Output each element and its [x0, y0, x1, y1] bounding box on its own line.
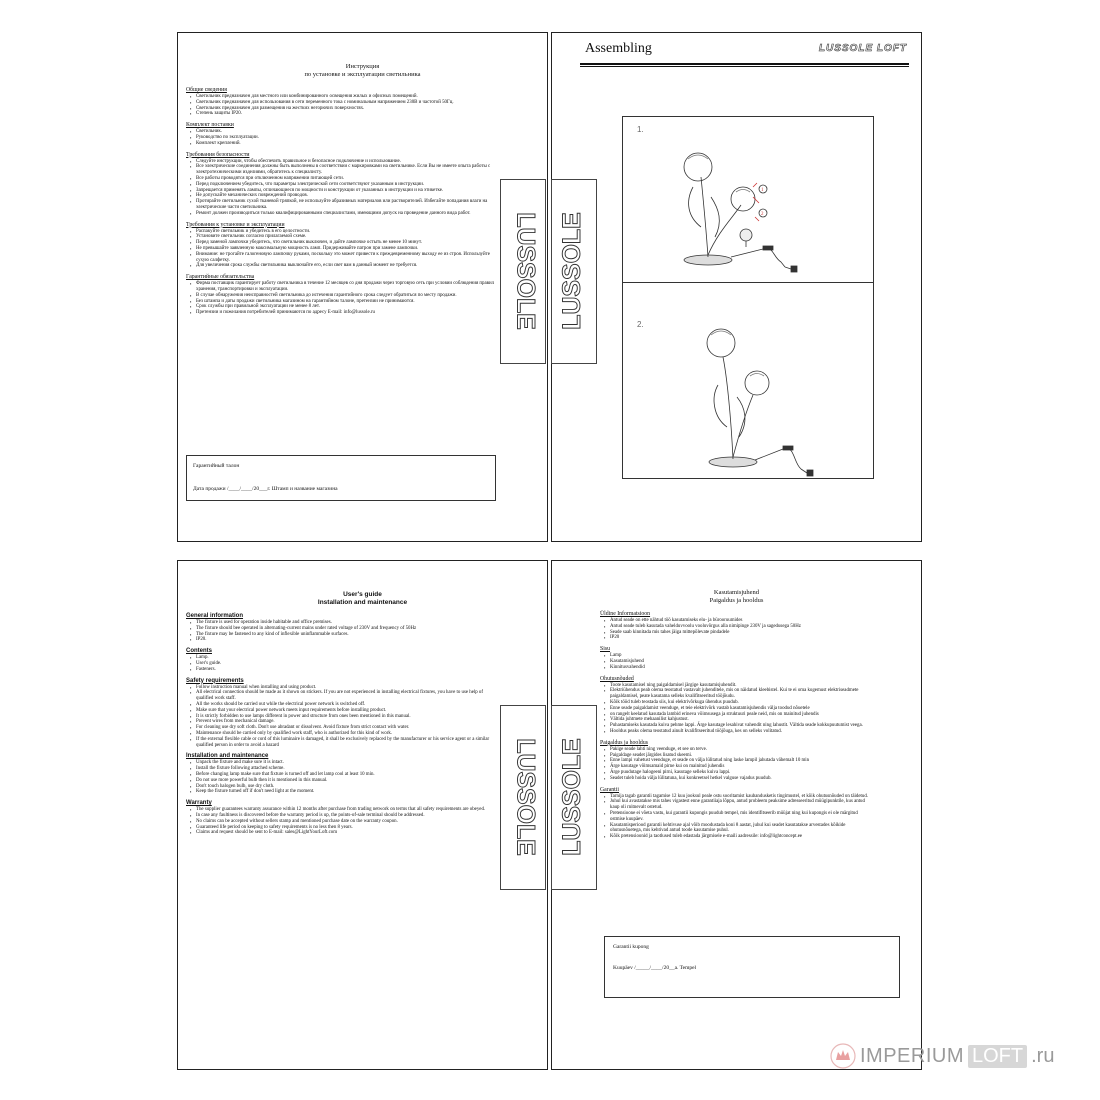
list-item: ▪ Kinnitusvahendid: [604, 665, 873, 671]
list-item: ▪ Kasutamisperiood garantii kehtivuse ajal võib moodustada koni 8 aastat, juhul kui seadet kasutatakse arvestades kõikide ohutusnõuetega, mis kehtivad antud toode kasutamise puhul.: [604, 823, 873, 835]
svg-text:1: 1: [761, 188, 764, 193]
section: [600, 787, 873, 840]
doc-subtitle: по установке и эксплуатации светильника: [304, 71, 421, 78]
list-item: ▪ Kõik tööd tuleb teostada siis, kui elektrivõrkuga ühendus puudub.: [604, 700, 873, 706]
svg-text:LUSSOLE: LUSSOLE: [511, 738, 540, 856]
lussole-logo-icon: [501, 180, 545, 363]
title-rule-thin: [580, 66, 909, 67]
list-item: ▪ Toote kasutamisel ning paigaldamisel järgige kasutamisjuhendit.: [604, 683, 873, 689]
svg-text:LUSSOLE: LUSSOLE: [557, 738, 586, 856]
step-2-number: 2.: [637, 320, 644, 329]
section-list: [600, 794, 873, 840]
list-item: ▪ Для увеличения срока службы светильника выключайте его, если свет вам в данный момент не требуется.: [190, 263, 499, 269]
list-item: ▪ IP20: [604, 635, 873, 641]
list-item: ▪ Enne seade paigaldamist veenduge, et teie elektrivõrk vastab kasutamisjuhendis välja toodud nõuetele: [604, 706, 873, 712]
lussole-logo-strip: [500, 179, 546, 364]
warranty-coupon: [186, 455, 496, 501]
doc-title: Kasutamisjuhend: [713, 589, 760, 596]
section: [186, 222, 499, 270]
list-item: ▪ Hooldus peaks olema teostatud ainult kvalifitseeritud tööjõuga, kes on selleks volitatud.: [604, 729, 873, 735]
list-item: ▪ Степень защиты IP20.: [190, 111, 499, 117]
page-instructions-ru: [177, 32, 548, 542]
section-heading: Safety requirements: [186, 677, 244, 684]
list-item: ▪ The fixture may be fastened to any kind of inflexible uninflammable surfaces.: [190, 632, 499, 638]
section: [186, 274, 499, 316]
assembling-title: Assembling: [585, 41, 652, 56]
list-item: ▪ Не превышайте заявленную максимальную мощность ламп. Придерживайте патрон при замене лампочки.: [190, 246, 499, 252]
section: [600, 740, 873, 782]
section: [186, 152, 499, 217]
svg-text:LUSSOLE: LUSSOLE: [511, 212, 540, 330]
list-item: ▪ The supplier guarantees warranty assurance within 12 months after purchase from trading network on terms that all safety requirements are obeyed.: [190, 807, 499, 813]
list-item: ▪ Enne lampi vahetust veenduge, et seade on välja lülitatud ning laske lampil jahutada vähemalt 10 min: [604, 758, 873, 764]
section: [186, 87, 499, 117]
section: [186, 800, 499, 836]
section: [186, 122, 499, 146]
list-item: ▪ Don't touch halogen bulb, use dry cloth.: [190, 784, 499, 790]
list-item: ▪ For cleaning use dry soft cloth. Don't use abradant or dissolvent. Avoid fixture from strict contact with water.: [190, 725, 499, 731]
list-item: ▪ Запрещается применять лампы, отличающиеся по мощности и конструкции от указанных в инструкции и на этикетке.: [190, 188, 499, 194]
list-item: ▪ Antud seade tuleb kasutada vahelduvvoolu vooluvõrgus alla nimipinge 230V ja sagedusega 50Hz: [604, 624, 873, 630]
svg-text:2: 2: [761, 212, 764, 217]
list-item: ▪ Install the fixture following attached scheme.: [190, 766, 499, 772]
lussole-logo-strip: [500, 705, 546, 890]
section-heading: Contents: [186, 648, 212, 655]
coupon-title: Garantii kupong: [613, 944, 649, 950]
list-item: ▪ Ремонт должен производиться только квалифицированными специалистами, имеющими допуск на проведение данного вида работ.: [190, 211, 499, 217]
section-list: [186, 620, 499, 643]
list-item: ▪ Pakige seade lahti ning veenduge, et see on terve.: [604, 747, 873, 753]
list-item: ▪ Guaranteed life period on keeping to safety requirements is no less then 8 years.: [190, 825, 499, 831]
list-item: ▪ IP20.: [190, 637, 499, 643]
section-heading: Paigaldus ja hooldus: [600, 739, 648, 746]
section: [186, 648, 499, 672]
section-list: [600, 618, 873, 641]
lussole-logo-icon: [552, 706, 596, 889]
list-item: ▪ Do not use more powerful bulb then it is mentioned in this manual.: [190, 778, 499, 784]
section-heading: Üldine Informatsioon: [600, 611, 651, 617]
section-heading: Sisu: [600, 646, 610, 653]
coupon-line: Дата продажи /____/____/20___г. Штамп и название магазина: [193, 486, 338, 492]
list-item: ▪ If the external flexible cable or cord of this luminaire is damaged, it shall be exclusively replaced by the manufacturer or his service agent or a similar qualified person in order to avoid a hazard: [190, 737, 499, 749]
list-item: ▪ Светильник предназначен для размещения на жестких негорючих поверхностях.: [190, 106, 499, 112]
page-instructions-en: [177, 560, 548, 1070]
list-item: ▪ Pretensioone ei võeta vastu, kui garantii kupongis puudub tempel, mis identifitseerib müüjat ning kui kupongis ei ole märgitud ostmise kuupäev.: [604, 811, 873, 823]
list-item: ▪ Не допускайте механических повреждений проводов.: [190, 193, 499, 199]
section: [186, 678, 499, 749]
list-item: ▪ Lamp.: [190, 655, 499, 661]
list-item: ▪ Before changing lamp make sure that fixture is turned off and let lamp cool at least 10 min.: [190, 772, 499, 778]
doc-title: User's guide: [343, 591, 382, 598]
list-item: ▪ Kasutamisjuhend: [604, 659, 873, 665]
section-list: [600, 683, 873, 735]
list-item: ▪ Puhastamiseks kasutada kuiva pehme lappi. Ärge kasutage lesahivat vahendit ning lahustit. Vältida seade kokkupuutumist veega.: [604, 723, 873, 729]
list-item: ▪ Paigaldage seadet järgides lisatud skeemi.: [604, 753, 873, 759]
list-item: ▪ Комплект креплений.: [190, 141, 499, 147]
title-rule: [580, 63, 909, 65]
section-list: [186, 807, 499, 836]
coupon-line: Kuupäev /_____/____/20__a. Tempel: [613, 965, 697, 971]
list-item: ▪ Срок службы при правильной эксплуатации не менее 8 лет.: [190, 304, 499, 310]
lussole-logo-strip: [551, 705, 597, 890]
list-item: ▪ Руководство по эксплуатации.: [190, 135, 499, 141]
section: [600, 676, 873, 735]
list-item: ▪ All electrical connection should be made as it shown on stickers. If you are not experienced in installing electrical fixtures, you have to use help of qualified work staff.: [190, 690, 499, 702]
list-item: ▪ Juhul kui avastatakse mis tahes vigastest enne garantiiaja lõppu, antud probleem peaksime adresseeritud müügipunktile, kus antud kaup oli rnitnevalt ostetud.: [604, 799, 873, 811]
section-list: [186, 94, 499, 117]
lussole-logo-strip: [551, 179, 597, 364]
list-item: ▪ Перед заменой лампочки убедитесь, что светильник выключен, и дайте лампочке остыть не менее 10 минут.: [190, 240, 499, 246]
list-item: ▪ Светильник предназначен для местного или комбинированного освещения жилых и офисных помещений.: [190, 94, 499, 100]
section-heading: Общие сведения: [186, 87, 227, 93]
section-heading: Installation and maintenance: [186, 753, 269, 760]
section-list: [186, 281, 499, 316]
list-item: ▪ Все работы проводятся при отключенном напряжении питающей сети.: [190, 176, 499, 182]
section-list: [186, 655, 499, 672]
list-item: ▪ Распакуйте светильник и убедитесь в его целостности.: [190, 229, 499, 235]
section-heading: Требования безопасности: [186, 151, 250, 158]
list-item: ▪ Установите светильник согласно прилагаемой схеме.: [190, 234, 499, 240]
section: [600, 611, 873, 641]
section-list: [186, 685, 499, 749]
section-heading: Комплект поставки: [186, 122, 234, 129]
imperium-loft-watermark: [830, 1041, 1054, 1071]
list-item: ▪ В случае обнаружения неисправностей светильника до истечения гарантийного срока следует обратиться по месту продажи.: [190, 293, 499, 299]
step-1-number: 1.: [637, 125, 644, 134]
watermark-loft: LOFT: [968, 1045, 1027, 1068]
list-item: ▪ Lamp: [604, 653, 873, 659]
warranty-coupon: [604, 936, 900, 998]
list-item: ▪ Seade saab kinnitada mis tahes jäiga mittepõlevate pindadele: [604, 630, 873, 636]
lamp-step2-icon: [707, 329, 813, 476]
section-list: [186, 159, 499, 217]
section-list: [186, 760, 499, 795]
list-item: ▪ No claims can be accepted without sellers stamp and mentioned purchase date on the warranty coupon.: [190, 819, 499, 825]
list-item: ▪ Unpack the fixture and make sure it is intact.: [190, 760, 499, 766]
list-item: ▪ Make sure that your electrical power network meets input requirements before installing product.: [190, 708, 499, 714]
assembly-diagram: [622, 116, 874, 479]
list-item: ▪ Elektriühendus peab olema teostatud vastavalt juhenditele, mis on näidatud kleebistel. Kui te ei oma kogemust elektriseadmete paigaldamisel, peate kasutama selleks kvalifitseeritud tööjõudu.: [604, 688, 873, 700]
section: [600, 646, 873, 670]
doc-title: Инструкция: [345, 63, 380, 70]
section: [186, 613, 499, 643]
list-item: ▪ Antud seade on ette nähtud töö kasutamiseks elu- ja bürooruumides: [604, 618, 873, 624]
list-item: ▪ Протирайте светильник сухой тканевой тряпкой, не используйте абразивных материалов или растворителей. Избегайте попадания влаги на электрические части светильника.: [190, 199, 499, 211]
list-item: ▪ Follow instruction manual when installing and using product.: [190, 685, 499, 691]
page-assembling: [551, 32, 922, 542]
list-item: ▪ User's guide.: [190, 661, 499, 667]
section-heading: Гарантийные обязательства: [186, 274, 255, 281]
list-item: ▪ The fixture should bee operated in alternating-current mains under rated voltage of 230V and frequency of 50Hz: [190, 626, 499, 632]
page-instructions-et: [551, 560, 922, 1070]
list-item: ▪ Все электрические соединения должны быть выполнены в соответствии с маркировками на светильнике. Если Вы не имеете опыта работы с электротехническими изделиями, обратитесь к специалисту.: [190, 164, 499, 176]
list-item: ▪ on rangelt keelatud kasutada lambid erineva võimsusega ja struktuuri peale neid, mis on mainitud juhendis: [604, 712, 873, 718]
coupon-title: Гарантийный талон: [193, 463, 240, 469]
list-item: ▪ Tarnija tagab garantii tagamise 12 kuu jooksul peale ostu sooritamist kaubandusketis tingimustel, et kõik ohutusnõuded on täidetud.: [604, 794, 873, 800]
list-item: ▪ Vältida juhtmete mehaanilist kahjustust.: [604, 717, 873, 723]
list-item: ▪ Светильник.: [190, 129, 499, 135]
list-item: ▪ Maintenance should be carried only by qualified work staff, who is authorized for this kind of work.: [190, 731, 499, 737]
list-item: ▪ Претензии и пожелания потребителей принимаются по адресу E-mail: info@lussole.ru: [190, 310, 499, 316]
list-item: ▪ Следуйте инструкции, чтобы обеспечить правильное и безопасное подключение и использование.: [190, 159, 499, 165]
list-item: ▪ Перед подключением убедитесь, что параметры электрической сети соответствуют указанным в инструкции.: [190, 182, 499, 188]
section-heading: Garantii: [600, 786, 619, 793]
list-item: ▪ Fasteners.: [190, 667, 499, 673]
list-item: ▪ Prevent wires from mechanical damage.: [190, 719, 499, 725]
lamp-illustrations: [623, 117, 873, 478]
list-item: ▪ In case any faultiness is discovered before the warranty period is up, the points-of-sale terminal should be addressed.: [190, 813, 499, 819]
list-item: ▪ Светильник предназначен для использования в сети переменного тока с номинальным напряжением 230В и частотой 50Гц.: [190, 100, 499, 106]
section: [186, 753, 499, 795]
brand-logo: LUSSOLE LOFT: [818, 43, 907, 54]
list-item: ▪ Без штампа и даты продажи светильника магазином на гарантийном талоне, претензии не принимаются.: [190, 299, 499, 305]
list-item: ▪ Seadet tuleb hoida välja lülitatuna, kui konkreetsel hetkel valguse vajadus puudub.: [604, 776, 873, 782]
ru-sections: [178, 87, 547, 316]
list-item: ▪ Фирма поставщик гарантирует работу светильника в течение 12 месяцев со дня продажи через торговую сеть при условии соблюдения правил хранения, транспортировки и эксплуатации.: [190, 281, 499, 293]
section-list: [600, 747, 873, 782]
svg-text:LUSSOLE: LUSSOLE: [557, 212, 586, 330]
crown-icon: [830, 1043, 856, 1069]
section-list: [600, 653, 873, 670]
doc-subtitle: Installation and maintenance: [317, 599, 408, 606]
watermark-tld: .ru: [1031, 1044, 1055, 1067]
doc-subtitle: Paigaldus ja hooldus: [709, 597, 764, 604]
section-list: [186, 229, 499, 270]
section-heading: Требования к установке и эксплуатации: [186, 221, 285, 228]
list-item: ▪ Внимание: не трогайте галогеновую лампочку руками, поскольку это может привести к преждевременному выходу ее из строя. Используйте сухую салфетку.: [190, 252, 499, 264]
section-heading: General information: [186, 613, 244, 619]
section-heading: Warranty: [186, 800, 212, 807]
lamp-step1-icon: [684, 153, 797, 272]
list-item: ▪ Keep the fixture turned off if don't need light at the moment.: [190, 789, 499, 795]
lussole-logo-icon: [552, 180, 596, 363]
en-sections: [178, 613, 547, 836]
list-item: ▪ Claims and request should be sent to E-mail: sales@LightYourLoft.com: [190, 830, 499, 836]
lussole-logo-icon: [501, 706, 545, 889]
section-heading: Ohutusnõuded: [600, 675, 634, 682]
watermark-imperium: IMPERIUM: [860, 1044, 964, 1067]
list-item: ▪ The fixture is used for operation inside habitable and office premises.: [190, 620, 499, 626]
section-list: [186, 129, 499, 146]
list-item: ▪ It is strictly forbidden to use lamps different in power and structure from ones been mentioned in this manual.: [190, 714, 499, 720]
list-item: ▪ Kõik pretensioonid ja taotlused tuleb edastada järgmisele e-maili aadressile: info@lightconcept.ee: [604, 834, 873, 840]
list-item: ▪ Ärge kasutage võimsamaid pirne kui on mainitud juhendis: [604, 764, 873, 770]
et-sections: [592, 611, 921, 840]
list-item: ▪ All the works should be carried out while the electrical power network is switched off.: [190, 702, 499, 708]
list-item: ▪ Ärge puudutage halogeeni pirni, kasutage selleks kuiva lappi.: [604, 770, 873, 776]
